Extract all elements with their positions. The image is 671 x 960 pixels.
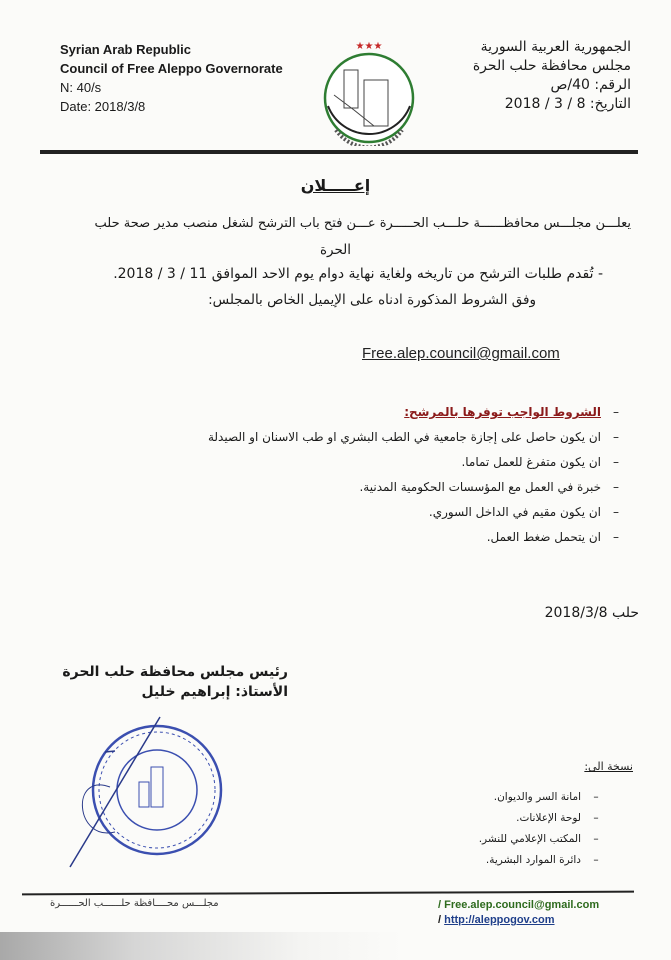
conditions-list xyxy=(208,400,631,550)
reference-number-ar: الرقم: 40/ص xyxy=(550,77,631,93)
reference-number-en: N: 40/s xyxy=(60,80,102,95)
header-divider xyxy=(40,150,638,154)
footer-email-link[interactable]: / Free.alep.council@gmail.com xyxy=(438,899,600,911)
submission-deadline: - تُقدم طلبات الترشح من تاريخه ولغاية نهاية دوام يوم الاحد الموافق 11 / 3 / 2018. xyxy=(113,266,603,282)
country-en: Syrian Arab Republic xyxy=(60,42,191,57)
svg-text:★★★: ★★★ xyxy=(355,41,383,52)
date-en: Date: 2018/3/8 xyxy=(60,99,146,114)
council-en: Council of Free Aleppo Governorate xyxy=(60,61,283,76)
official-stamp-signature xyxy=(65,712,245,872)
copies-heading: نسخة الى: xyxy=(584,760,633,773)
header-arabic xyxy=(473,38,631,114)
scan-shadow xyxy=(0,932,671,960)
footer-council-name: مجلـــس محــــافظة حلــــــب الحــــــرة xyxy=(50,898,219,909)
footer-divider xyxy=(22,891,634,896)
condition-item: –ان يكون حاصل على إجازة جامعية في الطب البشري او طب الاسنان او الصيدلة xyxy=(207,430,619,444)
condition-item: –ان يتحمل ضغط العمل. xyxy=(486,530,619,544)
date-ar: التاريخ: 8 / 3 / 2018 xyxy=(504,96,631,112)
footer-website-link[interactable]: http://aleppogov.com xyxy=(444,914,555,926)
signatory-title: رئيس مجلس محافظة حلب الحرة xyxy=(62,664,288,680)
announcement-intro-continued: الحرة xyxy=(319,242,352,258)
condition-item: –ان يكون متفرغ للعمل تماما. xyxy=(461,455,619,469)
council-ar: مجلس محافظة حلب الحرة xyxy=(472,58,631,74)
copy-recipient: –لوحة الإعلانات. xyxy=(516,812,599,824)
signature-block xyxy=(60,662,288,702)
place-date: حلب 2018/3/8 xyxy=(544,605,639,621)
country-ar: الجمهورية العربية السورية xyxy=(480,39,631,55)
condition-item: –خبرة في العمل مع المؤسسات الحكومية المدنية. xyxy=(359,480,619,494)
condition-item: –ان يكون مقيم في الداخل السوري. xyxy=(428,505,619,519)
copy-recipient: –امانة السر والديوان. xyxy=(493,791,599,803)
header-english xyxy=(60,40,283,116)
submission-method: وفق الشروط المذكورة ادناه على الإيميل الخاص بالمجلس: xyxy=(208,292,536,308)
copy-recipient: –المكتب الإعلامي للنشر. xyxy=(478,833,599,845)
council-logo xyxy=(314,40,424,146)
signatory-name: الأستاذ: إبراهيم خليل xyxy=(141,684,288,700)
council-email-link[interactable]: Free.alep.council@gmail.com xyxy=(362,345,560,362)
conditions-heading: –الشروط الواجب توفرها بالمرشح: xyxy=(404,405,619,419)
copies-list xyxy=(479,787,611,871)
announcement-title: إعـــــلان xyxy=(300,176,371,195)
footer-contacts: / Free.alep.council@gmail.com / http://aleppogov.com xyxy=(438,899,600,926)
copy-recipient: –دائرة الموارد البشرية. xyxy=(485,854,599,866)
announcement-intro: يعلـــن مجلـــس محافظــــــة حلـــب الحـــــرة عـــن فتح باب الترشح لشغل منصب مدير صحة حلب xyxy=(94,216,631,231)
